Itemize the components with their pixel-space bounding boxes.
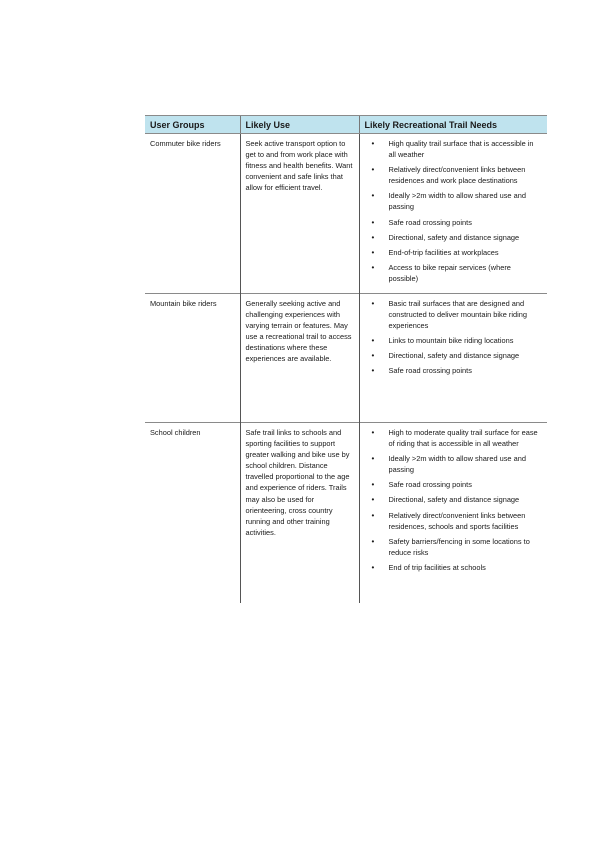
- list-item: • Links to mountain bike riding locations: [371, 336, 514, 346]
- list-item: • Relatively direct/convenient links between residences, schools and sports facilities: [371, 510, 526, 531]
- bullet-icon: •: [371, 351, 375, 361]
- list-item: • Ideally >2m width to allow shared use and passing: [371, 454, 526, 475]
- user-group-cell: Commuter bike riders: [150, 139, 221, 148]
- list-item: • High to moderate quality trail surface for ease of riding that is accessible in all weather: [371, 428, 538, 449]
- table-row: [145, 134, 547, 294]
- bullet-icon: •: [371, 299, 375, 308]
- table-row: [145, 423, 547, 603]
- list-item: • Basic trail surfaces that are designed and constructed to deliver mountain bike riding experiences: [371, 299, 527, 331]
- bullet-icon: •: [371, 495, 375, 505]
- likely-use-cell: Safe trail links to schools and sporting facilities to support greater walking and bike use by school children. Distance travelled proportional to the age and experience of riders. Trails may also be used for orienteering, cross country running and other training activities.: [240, 423, 359, 603]
- list-item: • End-of-trip facilities at workplaces: [371, 247, 499, 257]
- list-item: • End of trip facilities at schools: [371, 562, 486, 572]
- bullet-icon: •: [371, 480, 375, 490]
- bullet-icon: •: [371, 232, 375, 242]
- bullet-icon: •: [371, 562, 375, 572]
- needs-list: [369, 298, 542, 377]
- bullet-icon: •: [371, 454, 375, 464]
- bullet-icon: •: [371, 262, 375, 272]
- list-item: • High quality trail surface that is accessible in all weather: [371, 139, 534, 160]
- table-row: [145, 294, 547, 423]
- bullet-icon: •: [371, 191, 375, 201]
- list-item: • Directional, safety and distance signage: [371, 351, 520, 361]
- bullet-icon: •: [371, 217, 375, 227]
- list-item: • Ideally >2m width to allow shared use and passing: [371, 191, 526, 212]
- list-item: • Safety barriers/fencing in some locations to reduce risks: [371, 536, 530, 557]
- list-item: • Safe road crossing points: [371, 366, 472, 376]
- bullet-icon: •: [371, 165, 375, 175]
- user-group-cell: Mountain bike riders: [145, 294, 240, 423]
- bullet-icon: •: [371, 536, 375, 546]
- needs-list: [369, 138, 542, 284]
- bullet-icon: •: [371, 366, 375, 376]
- table-header-row: [145, 116, 547, 134]
- header-user-groups: User Groups: [145, 116, 240, 134]
- likely-use-cell: Generally seeking active and challenging experiences with varying terrain or features. May use a recreational trail to access destinations where these experiences are available.: [240, 294, 359, 423]
- trail-needs-cell: [359, 134, 547, 294]
- list-item: • Safe road crossing points: [371, 480, 472, 490]
- header-likely-use: Likely Use: [240, 116, 359, 134]
- user-groups-table: [145, 115, 547, 603]
- bullet-icon: •: [371, 428, 375, 437]
- list-item: • Relatively direct/convenient links between residences and work place destinations: [371, 165, 526, 186]
- bullet-icon: •: [371, 510, 375, 520]
- bullet-icon: •: [371, 139, 375, 148]
- trail-needs-cell: [359, 294, 547, 423]
- header-trail-needs: Likely Recreational Trail Needs: [359, 116, 547, 134]
- list-item: • Directional, safety and distance signage: [371, 232, 520, 242]
- list-item: • Directional, safety and distance signage: [371, 495, 520, 505]
- user-group-cell: School children: [145, 423, 240, 603]
- list-item: • Access to bike repair services (where possible): [371, 262, 511, 283]
- bullet-icon: •: [371, 336, 375, 346]
- needs-list: [369, 427, 542, 573]
- bullet-icon: •: [371, 247, 375, 257]
- list-item: • Safe road crossing points: [371, 217, 472, 227]
- trail-needs-cell: [359, 423, 547, 603]
- likely-use-cell: Seek active transport option to get to and from work place with fitness and health benefits. Want convenient and safe links that allow for efficient travel.: [240, 134, 359, 294]
